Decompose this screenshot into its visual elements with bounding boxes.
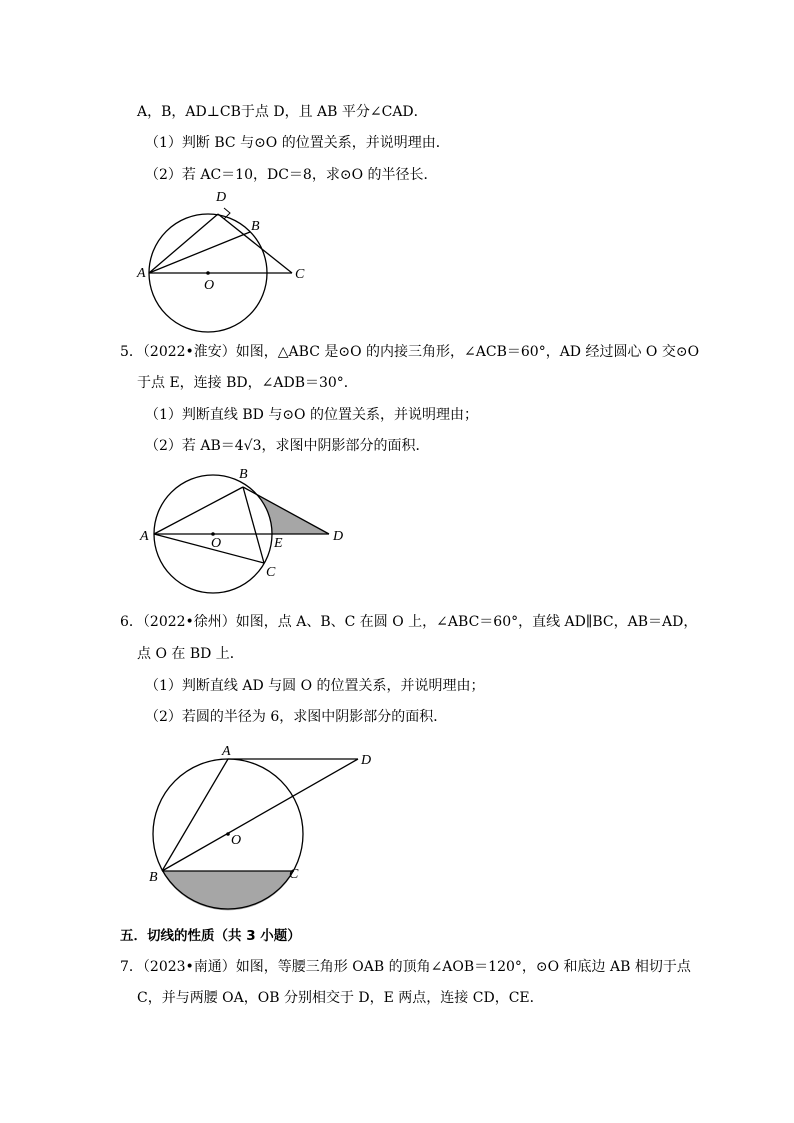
q4-text-line: A，B，AD⊥CB于点 D，且 AB 平分∠CAD． — [137, 104, 428, 120]
q5-label-b: B — [239, 467, 248, 482]
q5-text-line2: 于点 E，连接 BD，∠ADB＝30°． — [137, 375, 358, 391]
q6-part2: （2）若圆的半径为 6，求图中阴影部分的面积． — [145, 709, 448, 725]
q7-text-line1: 7．（2023•南通）如图，等腰三角形 OAB 的顶角∠AOB＝120°，⊙O 和底边 AB 相切于点 — [120, 959, 691, 975]
q6-part1: （1）判断直线 AD 与圆 O 的位置关系，并说明理由； — [145, 678, 485, 694]
q5-part1: （1）判断直线 BD 与⊙O 的位置关系，并说明理由； — [145, 407, 478, 423]
q6-text-line1: 6．（2022•徐州）如图，点 A、B、C 在圆 O 上，∠ABC＝60°，直线 AD∥BC，AB＝AD， — [120, 614, 698, 630]
q4-label-a: A — [137, 266, 146, 281]
q4-label-b: B — [251, 219, 260, 234]
q5-label-d: D — [333, 529, 344, 544]
q6-label-a: A — [222, 744, 231, 759]
q6-label-b: B — [149, 870, 158, 885]
q5-label-c: C — [266, 565, 276, 580]
q6-text-line2: 点 O 在 BD 上． — [137, 646, 244, 662]
q5-label-e: E — [274, 536, 283, 551]
q5-label-o: O — [211, 536, 222, 551]
q6-shaded-segment — [162, 871, 294, 910]
q6-label-o: O — [231, 833, 242, 848]
q5-label-a: A — [140, 529, 149, 544]
q4-label-o: O — [204, 278, 215, 293]
q4-part1: （1）判断 BC 与⊙O 的位置关系，并说明理由． — [145, 135, 450, 151]
q4-part2: （2）若 AC＝10，DC＝8，求⊙O 的半径长． — [145, 167, 438, 183]
q5-part2: （2）若 AB＝4√3，求图中阴影部分的面积． — [145, 438, 430, 454]
q4-label-d: D — [216, 190, 227, 205]
q5-text-line1: 5．（2022•淮安）如图，△ABC 是⊙O 的内接三角形，∠ACB＝60°，AD 经过圆心 O 交⊙O — [120, 344, 700, 360]
section-heading: 五．切线的性质（共 3 小题） — [120, 928, 301, 944]
q6-label-d: D — [361, 753, 372, 768]
q4-label-c: C — [295, 267, 305, 282]
q7-text-line2: C，并与两腰 OA，OB 分别相交于 D，E 两点，连接 CD，CE． — [137, 990, 544, 1006]
q6-label-c: C — [289, 867, 299, 882]
